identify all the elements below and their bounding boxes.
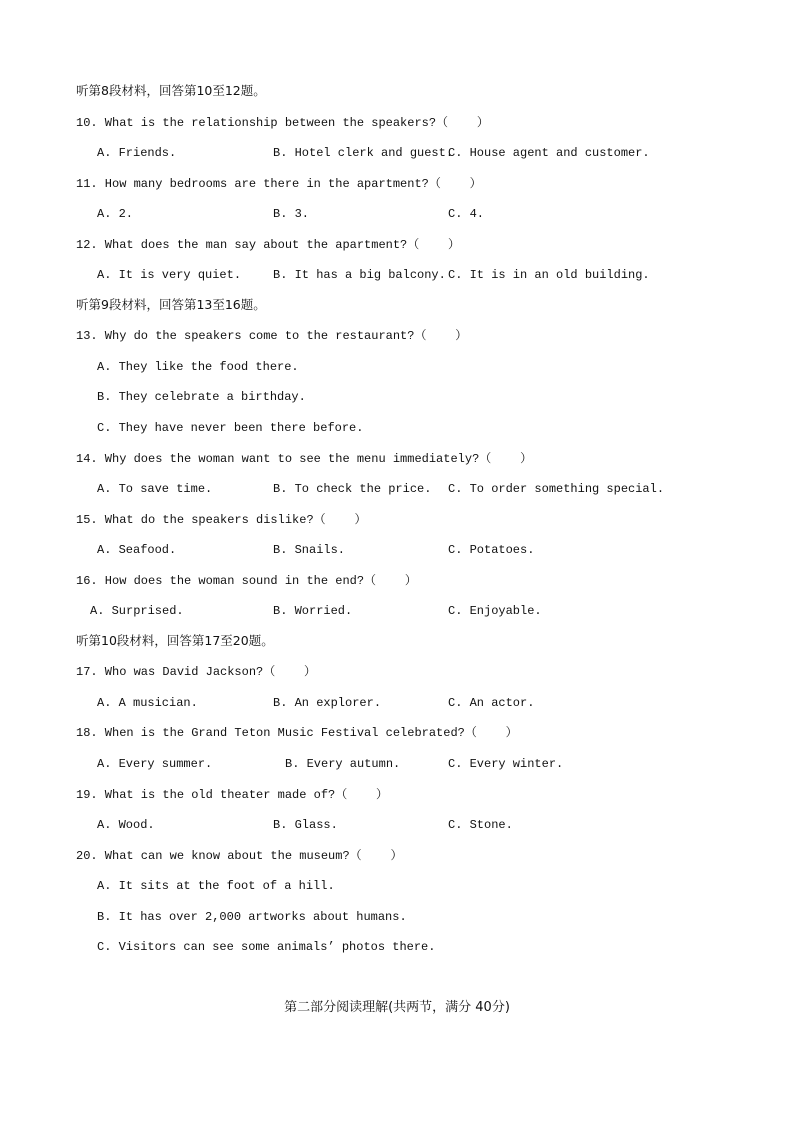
q10-option-b: B. Hotel clerk and guest. (273, 146, 454, 160)
question-14: 14. Why does the woman want to see the menu immediately?（ ） (76, 452, 533, 466)
question-13: 13. Why do the speakers come to the restaurant?（ ） (76, 329, 468, 343)
section-heading-8: 听第8段材料，回答第10至12题。 (76, 83, 266, 98)
question-10: 10. What is the relationship between the speakers?（ ） (76, 116, 489, 130)
q11-option-a: A. 2. (97, 207, 134, 221)
q12-option-b: B. It has a big balcony. (273, 268, 446, 282)
q11-option-c: C. 4. (448, 207, 485, 221)
question-18: 18. When is the Grand Teton Music Festival celebrated?（ ） (76, 726, 518, 740)
q20-option-b: B. It has over 2,000 artworks about humans. (97, 910, 407, 924)
q16-option-c: C. Enjoyable. (448, 604, 542, 618)
q18-option-b: B. Every autumn. (285, 757, 401, 771)
q20-option-a: A. It sits at the foot of a hill. (97, 879, 335, 893)
q14-option-c: C. To order something special. (448, 482, 665, 496)
q18-option-c: C. Every winter. (448, 757, 564, 771)
q16-option-a: A. Surprised. (90, 604, 184, 618)
part-two-title: 第二部分阅读理解(共两节，满分 40分) (284, 1000, 510, 1015)
q17-option-b: B. An explorer. (273, 696, 382, 710)
q19-option-c: C. Stone. (448, 818, 513, 832)
q16-option-b: B. Worried. (273, 604, 353, 618)
q15-option-b: B. Snails. (273, 543, 346, 557)
section-heading-10: 听第10段材料，回答第17至20题。 (76, 633, 274, 648)
q12-option-c: C. It is in an old building. (448, 268, 650, 282)
q19-option-b: B. Glass. (273, 818, 338, 832)
q14-option-b: B. To check the price. (273, 482, 432, 496)
q15-option-a: A. Seafood. (97, 543, 177, 557)
q13-option-c: C. They have never been there before. (97, 421, 364, 435)
q13-option-a: A. They like the food there. (97, 360, 299, 374)
q19-option-a: A. Wood. (97, 818, 155, 832)
q12-option-a: A. It is very quiet. (97, 268, 242, 282)
question-12: 12. What does the man say about the apartment?（ ） (76, 238, 461, 252)
q14-option-a: A. To save time. (97, 482, 213, 496)
q17-option-a: A. A musician. (97, 696, 198, 710)
question-15: 15. What do the speakers dislike?（ ） (76, 513, 367, 527)
section-heading-9: 听第9段材料，回答第13至16题。 (76, 297, 266, 312)
q13-option-b: B. They celebrate a birthday. (97, 390, 306, 404)
q17-option-c: C. An actor. (448, 696, 535, 710)
question-19: 19. What is the old theater made of?（ ） (76, 788, 389, 802)
q11-option-b: B. 3. (273, 207, 310, 221)
q18-option-a: A. Every summer. (97, 757, 213, 771)
question-16: 16. How does the woman sound in the end?（ ） (76, 574, 417, 588)
q10-option-c: C. House agent and customer. (448, 146, 650, 160)
question-20: 20. What can we know about the museum?（ ） (76, 849, 403, 863)
q10-option-a: A. Friends. (97, 146, 177, 160)
q15-option-c: C. Potatoes. (448, 543, 535, 557)
question-17: 17. Who was David Jackson?（ ） (76, 665, 317, 679)
q20-option-c: C. Visitors can see some animals’ photos there. (97, 940, 436, 954)
question-11: 11. How many bedrooms are there in the apartment?（ ） (76, 177, 482, 191)
